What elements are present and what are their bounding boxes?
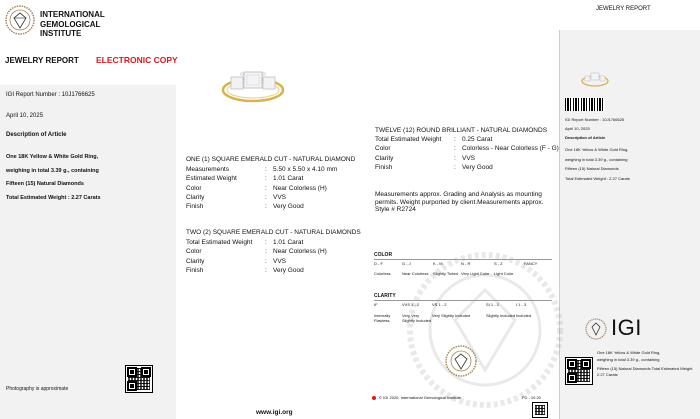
color-grade: K - M — [433, 261, 443, 266]
spec-value: VVS — [273, 193, 287, 201]
color-grade: G - J — [402, 261, 411, 266]
clarity-grade: I 1 - 3 — [516, 302, 527, 307]
color-grade-desc: Colorless — [374, 271, 391, 276]
qr-code-bottom — [532, 402, 548, 418]
spec-colon: : — [265, 239, 267, 246]
spec-value: Colorless - Near Colorless (F - G) — [462, 145, 559, 153]
card-igi-logo-icon — [585, 318, 607, 340]
spec-row — [186, 239, 303, 247]
description-heading: Description of Article — [6, 132, 67, 138]
color-grade-desc: Very Light Color — [461, 271, 490, 276]
card-barcode — [565, 98, 605, 111]
spec-colon: : — [265, 203, 267, 211]
spec-value: Near Colorless (H) — [273, 184, 327, 192]
brand-name: INTERNATIONAL GEMOLOGICAL INSTITUTE — [40, 10, 105, 38]
ring-photo — [218, 60, 288, 108]
spec-value: Very Good — [273, 203, 304, 211]
spec-colon: : — [265, 257, 267, 265]
description-text: One 18K Yellow & White Gold Ring, weighing in total 3.39 g., containing Fifteen (15) Natural Diamonds Total Estimated Weight : 2.27 Carats — [6, 154, 101, 201]
igi-seal-icon — [5, 5, 35, 35]
qr-code-card — [565, 357, 593, 385]
clarity-grade: VVS 1 - 2 — [402, 302, 420, 307]
spec-colon: : — [265, 248, 267, 256]
color-heading: COLOR — [374, 252, 393, 258]
color-grade-desc: Slightly Tinted — [433, 271, 458, 276]
spec-row — [375, 145, 559, 153]
spec-label: Finish — [186, 266, 204, 274]
clarity-scale-rule — [374, 300, 552, 301]
spec-label: Clarity — [186, 257, 205, 265]
color-scale-rule — [374, 259, 552, 260]
clarity-grade-desc: Slightly Included — [486, 313, 516, 318]
color-grade-desc: Near Colorless — [402, 271, 429, 276]
card-ring-photo — [580, 68, 610, 88]
color-scale-desc — [374, 271, 552, 276]
spec-row — [375, 164, 493, 172]
color-scale — [374, 261, 552, 266]
color-grade-desc — [524, 271, 552, 276]
color-grade: S - Z — [494, 261, 503, 266]
clarity-scale-desc — [374, 313, 546, 323]
spec-colon: : — [265, 175, 267, 183]
clarity-grade: SI 1 - 2 — [486, 302, 499, 307]
spec-row — [186, 203, 304, 211]
section3-title: TWELVE (12) ROUND BRILLIANT - NATURAL DIAMONDS — [375, 127, 548, 134]
spec-colon: : — [265, 184, 267, 192]
spec-row — [186, 166, 337, 174]
spec-label: Finish — [186, 203, 204, 211]
spec-value: VVS — [273, 257, 287, 265]
spec-colon: : — [454, 136, 456, 143]
card-date: April 10, 2025 — [565, 126, 590, 131]
color-grade-desc: Light Color — [494, 271, 514, 276]
spec-label: Estimated Weight — [186, 175, 237, 183]
spec-label: Clarity — [375, 154, 394, 162]
spec-label: Color — [375, 145, 391, 153]
card-report-number: IGI Report Number : 10J1766625 — [565, 117, 625, 122]
spec-value: 1.01 Carat — [273, 239, 304, 246]
electronic-copy-label: ELECTRONIC COPY — [96, 55, 178, 65]
spec-label: Total Estimated Weight — [375, 136, 442, 143]
spec-label: Clarity — [186, 193, 205, 201]
section1-title: ONE (1) SQUARE EMERALD CUT - NATURAL DIAMOND — [186, 156, 356, 163]
spec-value: 0.25 Carat — [462, 136, 493, 143]
clarity-grade-desc: Internally Flawless — [374, 313, 391, 323]
spec-colon: : — [265, 266, 267, 274]
clarity-scale — [374, 302, 546, 307]
copyright: © IGI 2020, International Gemological Institute — [379, 395, 462, 400]
color-grade: FANCY — [524, 261, 538, 266]
spec-value: 1.01 Carat — [273, 175, 304, 183]
spec-value: Very Good — [462, 163, 493, 171]
spec-row — [186, 248, 327, 256]
card-description: One 18K Yellow & White Gold Ring, weighing in total 3.39 g., containing Fifteen (15) Natural Diamonds Total Estimated Weight : 2.27 Carats — [565, 147, 630, 181]
card-bottom-description-2: Fifteen (15) Natural Diamonds Total Estimated Weight 2.27 Carats — [597, 366, 693, 377]
clarity-grade-desc: Very Very Slightly Included — [402, 313, 432, 323]
clarity-grade: IF — [374, 302, 378, 307]
spec-row — [186, 258, 286, 266]
report-date: April 10, 2025 — [6, 113, 44, 119]
section2-title: TWO (2) SQUARE EMERALD CUT - NATURAL DIAMONDS — [186, 229, 361, 236]
spec-label: Total Estimated Weight — [186, 239, 253, 246]
spec-value: VVS — [462, 154, 476, 162]
clarity-heading: CLARITY — [374, 293, 396, 299]
spec-colon: : — [454, 145, 456, 153]
photo-note: Photography is approximate — [6, 386, 69, 392]
spec-colon: : — [265, 166, 267, 173]
comments: Measurements approx. Grading and Analysis as mounting permits. Weight purported by client.Measurements approx. Style # R2724 — [375, 191, 544, 213]
color-grade: D - F — [374, 261, 383, 266]
clarity-grade: VS 1 - 2 — [432, 302, 447, 307]
website-link[interactable]: www.igi.org — [256, 409, 293, 416]
report-number: IGI Report Number : 10J1766625 — [6, 92, 95, 98]
report-title: JEWELRY REPORT — [5, 56, 79, 65]
top-right-title: JEWELRY REPORT — [596, 6, 651, 12]
clarity-grade-desc: Very Slightly Included — [432, 313, 471, 318]
spec-label: Color — [186, 184, 202, 192]
spec-label: Color — [186, 248, 202, 256]
card-bottom-description: One 18K Yellow & White Gold Ring, weighing in total 3.39 g., containing — [597, 350, 661, 362]
spec-row — [186, 175, 303, 183]
spec-label: Finish — [375, 163, 393, 171]
spec-colon: : — [454, 154, 456, 162]
bottom-seal-icon — [444, 344, 478, 378]
spec-value: Very Good — [273, 266, 304, 274]
copyright-dot-icon — [372, 396, 376, 400]
card-description-heading: Description of Article — [565, 135, 606, 140]
spec-row — [186, 194, 286, 202]
spec-row — [375, 136, 492, 144]
spec-row — [375, 155, 475, 163]
spec-label: Measurements — [186, 166, 229, 173]
card-igi-logo-text: IGI — [611, 315, 642, 340]
qr-code-left — [125, 365, 153, 393]
color-grade: N - R — [461, 261, 471, 266]
spec-row — [186, 185, 327, 193]
spec-row — [186, 267, 304, 275]
spec-value: 5.50 x 5.50 x 4.10 mm — [273, 166, 338, 173]
form-code: FD - 10.20 — [522, 395, 541, 400]
spec-colon: : — [454, 163, 456, 171]
clarity-grade-desc: Included — [516, 313, 532, 318]
spec-value: Near Colorless (H) — [273, 248, 327, 256]
spec-colon: : — [265, 193, 267, 201]
